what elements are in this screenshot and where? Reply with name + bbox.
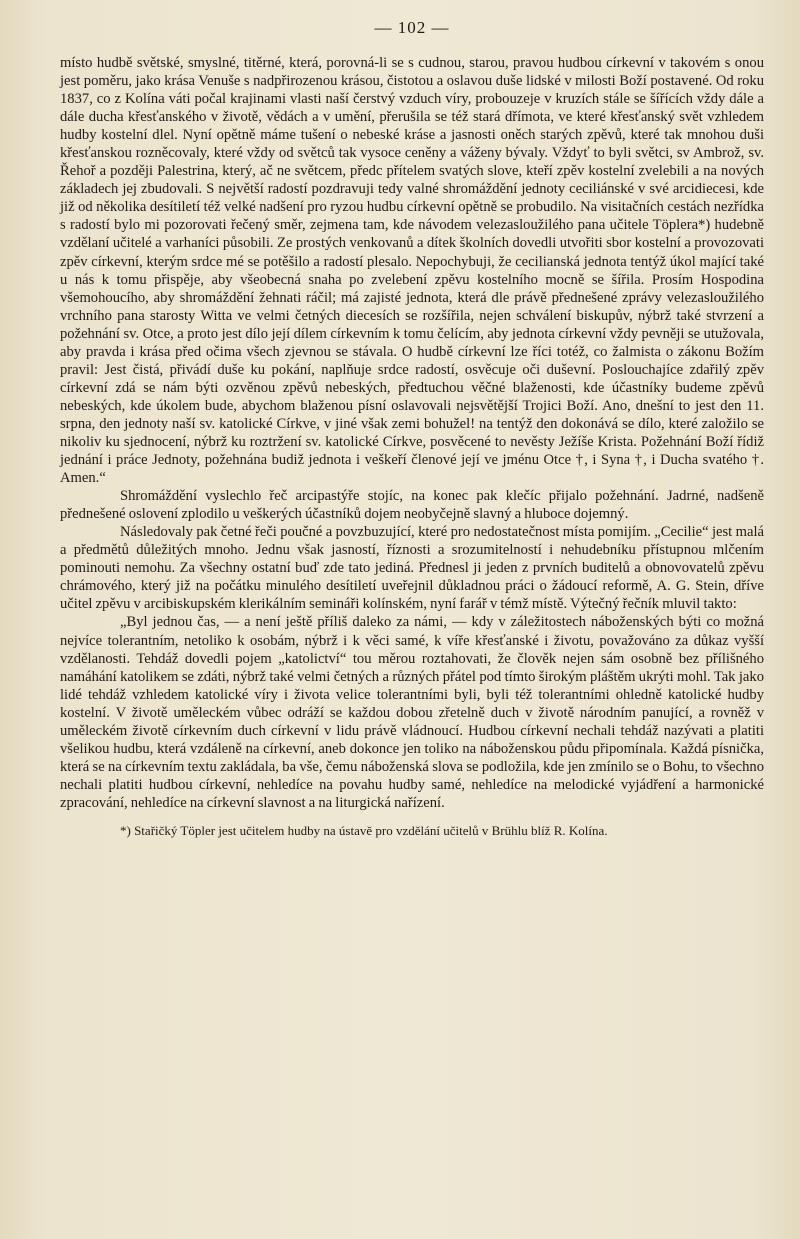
paragraph-assembly: Shromáždění vyslechlo řeč arcipastýře stojíc, na konec pak klečíc přijalo požehnání. Jadrné, nadšeně přednešené oslovení zplodilo u veškerých účastníků dojem neobyčejně slavný a hluboce dojemný. <box>60 488 764 523</box>
paragraph-speeches: Následovaly pak četné řeči poučné a povzbuzující, které pro nedostatečnost místa pomijím. „Cecilie“ jest malá a předmětů důležitých mnoho. Jednu však jasností, říznosti a srozumitelností i nehudebníku přístupnou mlčením pominouti nemohu. Za všechny ostatní buď zde tato jediná. Přednesl ji jeden z prvních buditelů a obnovovatelů zpěvu chrámového, který již na počátku minulého desítiletí uveřejnil důkladnou práci o žádoucí reformě, A. G. Stein, dříve učitel zpěvu v arcibiskupském klerikálním semináři kolínském, nyní farář v témž místě. Výtečný řečník mluvil takto: <box>60 524 764 613</box>
footnote: *) Stařičký Töpler jest učitelem hudby na ústavě pro vzdělání učitelů v Brühlu blíž R. Kolína. <box>120 822 608 838</box>
body-text <box>60 54 764 812</box>
paragraph-stein-speech: „Byl jednou čas, — a není ještě příliš daleko za námi, — kdy v záležitostech náboženských býti co možná nejvíce tolerantním, netoliko k osobám, nýbrž i k věci samé, k víře křesťanské i životu, považováno za důkaz vyšší vzdělanosti. Tehdáž dovedli pojem „katolictví“ tou měrou roztahovati, že člověk nejen sám osobně bez přílišného namáhání katolikem se zdáti, nýbrž také velmi četných a různých přátel pod tímto širokým pláštěm ukrýti mohl. Tak jako lidé tehdáž vzhledem katolické víry i života velice tolerantními byli, byli též tolerantními ohledně katolické hudby kostelní. V životě uměleckém vůbec odráží se každou dobou zřetelně duch v životě národním panující, a rovněž v uměleckém životě církevním duch církevní v lidu právě vládnoucí. Hudbou církevní nechali tehdáž nazývati a platiti všelikou hudbu, která vzdáleně na církevní, aneb dokonce jen toliko na náboženskou půdu připomínala. Každá písnička, která se na církevním textu zakládala, ba vše, čemu náboženská slova se podložila, kde jen zmínilo se o Bohu, to všechno nechali platiti hudbou církevní, nehledíce na povahu hudby samé, nehledíce na melodické vyjádření a harmonické zpracování, nehledíce na církevní slavnost a na liturgická nařízení. <box>60 614 764 811</box>
page-number: — 102 — <box>374 18 450 37</box>
paragraph-sermon: místo hudbě světské, smyslné, titěrné, která, porovná-li se s cudnou, starou, pravou hudbou církevní v takovém s onou jest poměru, jako krása Venuše s nadpřirozenou krásou, čistotou a oslavou duše lidské v milosti Boží postavené. Od roku 1837, co z Kolína váti počal krajinami vlasti naší čerstvý vzduch víry, probouzeje v kruzích stále se šířících vždy dále a dále ducha křesťanského v životě, vědách a v umění, přerušila se též stará dřímota, ve které křesťanský svět vzhledem hudby kostelní dlel. Nyní opětně máme tušení o nebeské kráse a jasnosti oněch starých zpěvů, které tak mnohou duši křesťanskou rozněcovaly, které vždy od světců tak vysoce ceněny a váženy bývaly. Vždyť to byli světci, sv Ambrož, sv. Řehoř a později Palestrina, který, ač ne světcem, předc přítelem svatých slove, kteří zpěv kostelní zvelebili a na nových základech jej zbudovali. S největší radostí pozdravuji tedy valné shromáždění jednoty ceciliánské v své arcidiecesi, kde již od několika desítiletí též velké nadšení pro ryzou hudbu církevní opětně se probudilo. Na visitačních cestách nezřídka s radostí bylo mi pozorovati řečený směr, zejmena tam, kde návodem velezasloužilého pana učitele Töplera*) hudebně vzdělaní učitelé a varhaníci působili. Ze prostých venkovanů a dítek školních dovedli utvořiti sbor kostelní a provozovati zpěv církevní, kterým srdce mé se potěšilo a radostí plesalo. Nepochybuji, že cecilianská jednota tentýž úkol mající také u nás k tomu přispěje, aby všeobecná snaha po zvelebení zpěvu kostelního mocně se šířila. Prosím Hospodina všemohoucího, aby shromáždění žehnati ráčil; má zajisté jednota, která dle právě přednešené zprávy velezasloužilého vrchního pana starosty Witta ve velmi četných diecesích se rozšířila, nejen schválení biskupův, nýbrž také stvrzení a požehnání sv. Otce, a proto jest dílo její dílem církevním k tomu čelícím, aby jednota církevní vždy pevněji se utužovala, aby pravda i krása před očima všech zjevnou se stávala. O hudbě církevní lze říci totéž, co žalmista o zákonu Božím pravil: Jest čistá, přivádí duše ku pokání, naplňuje srdce radostí, osvěcuje oči duševní. Poslouchajíce zdařilý zpěv církevní zdá se nám býti ozvěnou zpěvů nebeských, předtuchou věčné blaženosti, kde účastníky budeme zpěvů nebeských, kde úkolem bude, abychom blaženou písní oslavovali nejsvětější Trojici Boží. Ano, dnešní to jest den 11. srpna, den jednoty naší sv. katolické Církve, v jiné však zemi bohužel! na tentýž den dokonává se dílo, které založilo se nikoliv ku sjednocení, nýbrž ku roztržení sv. katolické Církve, posvěcené to nevěsty Ježíše Krista. Požehnání Boží řídiž jednání i práce Jednoty, požehnána budiž jednota i veškeří členové její ve jménu Otce †, i Syna †, i Ducha svatého †. Amen.“ <box>60 55 764 487</box>
